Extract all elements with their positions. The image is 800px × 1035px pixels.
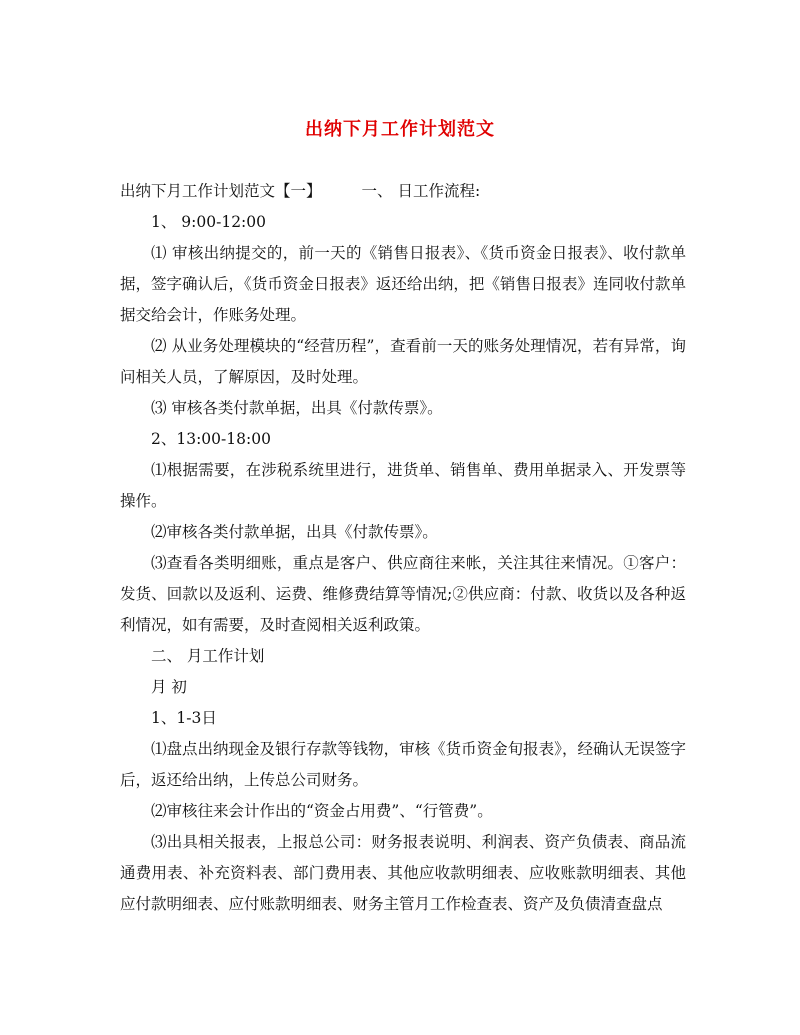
subsection-heading: 月 初 — [151, 678, 187, 696]
paragraph: ⑵审核各类付款单据，出具《付款传票》。 — [151, 523, 438, 541]
time-block-morning: 1、 9:00-12:00 — [151, 213, 267, 231]
document-body — [120, 176, 686, 920]
time-block-afternoon: 2、13:00-18:00 — [151, 430, 271, 448]
paragraph: ⑴ 审核出纳提交的，前一天的《销售日报表》、《货币资金日报表》、收付款单据，签字确认后，《货币资金日报表》返还给出纳，把《销售日报表》连同收付款单据交给会计，作账务处理。 — [120, 244, 686, 324]
intro-line — [120, 176, 686, 207]
section-heading-two: 二、 月工作计划 — [151, 647, 265, 665]
paragraph: ⑴根据需要，在涉税系统里进行，进货单、销售单、费用单据录入、开发票等操作。 — [120, 461, 686, 510]
paragraph: ⑶ 审核各类付款单据，出具《付款传票》。 — [151, 399, 443, 417]
document-title: 出纳下月工作计划范文 — [305, 119, 495, 140]
paragraph: ⑶出具相关报表，上报总公司：财务报表说明、利润表、资产负债表、商品流通费用表、补充资料表、部门费用表、其他应收款明细表、应收账款明细表、其他应付款明细表、应付账款明细表、财务主管月工作检查表、资产及负债清查盘点 — [120, 833, 686, 913]
date-range-heading: 1、1-3日 — [151, 709, 217, 727]
paragraph: ⑶查看各类明细账，重点是客户、供应商往来帐，关注其往来情况。①客户：发货、回款以及返利、运费、维修费结算等情况;②供应商：付款、收货以及各种返利情况，如有需要，及时查阅相关返利政策。 — [120, 554, 686, 634]
paragraph: ⑵审核往来会计作出的“资金占用费”、“行管费”。 — [151, 802, 493, 820]
intro-heading: 出纳下月工作计划范文【一】 — [120, 182, 322, 200]
paragraph: ⑴盘点出纳现金及银行存款等钱物，审核《货币资金旬报表》，经确认无误签字后，返还给出纳，上传总公司财务。 — [120, 740, 686, 789]
paragraph: ⑵ 从业务处理模块的“经营历程”，查看前一天的账务处理情况，若有异常，询问相关人员，了解原因，及时处理。 — [120, 337, 686, 386]
section-heading-one: 一、 日工作流程: — [361, 182, 481, 200]
